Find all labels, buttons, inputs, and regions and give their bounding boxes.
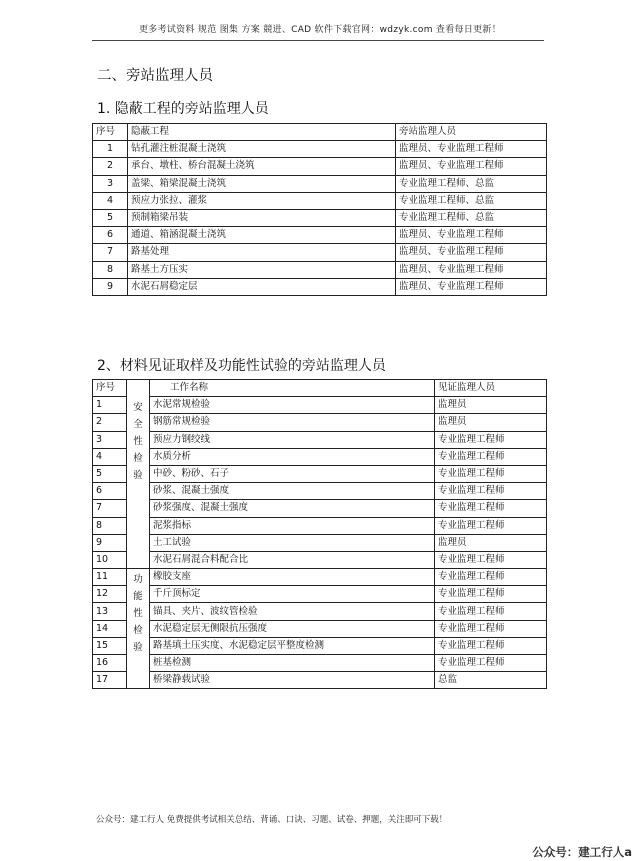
category-char: 验: [133, 469, 143, 481]
supervisor-cell: 监理员、专业监理工程师: [396, 227, 547, 244]
column-header: 序号: [93, 380, 127, 397]
row-number: 14: [93, 620, 127, 637]
category-safety-inspection: [127, 397, 150, 569]
subsection-2-title: 2、材料见证取样及功能性试验的旁站监理人员: [97, 358, 386, 374]
table-row: [93, 209, 547, 226]
supervisor-cell: 专业监理工程师、总监: [396, 175, 547, 192]
row-number: 3: [93, 431, 127, 448]
work-name: 泥浆指标: [150, 517, 435, 534]
table-row: [93, 261, 547, 278]
table-row: [93, 603, 547, 620]
row-number: 2: [93, 414, 127, 431]
row-number: 4: [93, 192, 128, 209]
work-name: 桩基检测: [150, 655, 435, 672]
table-row: [93, 141, 547, 158]
row-number: 9: [93, 534, 127, 551]
column-header: 序号: [93, 124, 128, 141]
witness-supervisor: 专业监理工程师: [435, 551, 547, 568]
category-char: 功: [133, 574, 143, 586]
witness-supervisor: 监理员: [435, 414, 547, 431]
work-name: 千斤顶标定: [150, 586, 435, 603]
column-header: [127, 380, 150, 397]
witness-supervisor: 专业监理工程师: [435, 500, 547, 517]
category-char: 检: [133, 625, 143, 637]
table-header-row: [93, 124, 547, 141]
work-name: 土工试验: [150, 534, 435, 551]
category-char: 验: [133, 642, 143, 654]
category-char: 检: [133, 452, 143, 464]
supervisor-cell: 监理员、专业监理工程师: [396, 244, 547, 261]
row-number: 6: [93, 483, 127, 500]
table-row: [93, 483, 547, 500]
supervisor-cell: 专业监理工程师、总监: [396, 192, 547, 209]
table-row: [93, 448, 547, 465]
table-row: [93, 500, 547, 517]
witness-supervisor: 专业监理工程师: [435, 603, 547, 620]
witness-supervisor: 监理员: [435, 534, 547, 551]
watermark: 公众号：建工行人a: [532, 845, 632, 859]
page-header: 更多考试资料 规范 图集 方案 競进、CAD 软件下载官网：wdzyk.com 查看每日更新！: [138, 25, 502, 35]
witness-supervisor: 专业监理工程师: [435, 637, 547, 654]
table-row: [93, 655, 547, 672]
witness-supervisor: 专业监理工程师: [435, 517, 547, 534]
work-item: 预应力张拉、灌浆: [128, 192, 396, 209]
work-name: 路基填土压实度、水泥稳定层平整度检测: [150, 637, 435, 654]
table-row: [93, 569, 547, 586]
supervisor-cell: 监理员、专业监理工程师: [396, 158, 547, 175]
row-number: 10: [93, 551, 127, 568]
row-number: 15: [93, 637, 127, 654]
table-row: [93, 431, 547, 448]
table-row: [93, 551, 547, 568]
work-name: 钢筋常规检验: [150, 414, 435, 431]
table-row: [93, 244, 547, 261]
witness-supervisor: 监理员: [435, 397, 547, 414]
table-row: [93, 517, 547, 534]
row-number: 6: [93, 227, 128, 244]
work-name: 锚具、夹片、波纹管检验: [150, 603, 435, 620]
row-number: 8: [93, 517, 127, 534]
work-item: 路基土方压实: [128, 261, 396, 278]
table-row: [93, 586, 547, 603]
work-name: 砂浆、混凝土强度: [150, 483, 435, 500]
row-number: 5: [93, 209, 128, 226]
category-char: 能: [133, 591, 143, 603]
table-row: [93, 175, 547, 192]
table-row: [93, 534, 547, 551]
witness-supervisor: 专业监理工程师: [435, 431, 547, 448]
row-number: 8: [93, 261, 128, 278]
witness-supervisor: 专业监理工程师: [435, 586, 547, 603]
row-number: 17: [93, 672, 127, 689]
work-item: 水泥石屑稳定层: [128, 278, 396, 295]
table-row: [93, 620, 547, 637]
row-number: 12: [93, 586, 127, 603]
header-divider: [92, 40, 544, 41]
supervisor-cell: 监理员、专业监理工程师: [396, 261, 547, 278]
row-number: 1: [93, 141, 128, 158]
table-row: [93, 637, 547, 654]
table-row: [93, 278, 547, 295]
witness-supervisor: 专业监理工程师: [435, 569, 547, 586]
category-char: 安: [133, 401, 143, 413]
witness-supervisor: 专业监理工程师: [435, 465, 547, 482]
supervisor-cell: 监理员、专业监理工程师: [396, 141, 547, 158]
work-name: 预应力钢绞线: [150, 431, 435, 448]
work-name: 水泥常规检验: [150, 397, 435, 414]
table-row: [93, 158, 547, 175]
table-row: [93, 192, 547, 209]
category-function-inspection: [127, 569, 150, 689]
section-title: 二、旁站监理人员: [97, 68, 213, 84]
work-name: 水泥石屑混合料配合比: [150, 551, 435, 568]
supervisor-cell: 监理员、专业监理工程师: [396, 278, 547, 295]
work-name: 水泥稳定层无侧限抗压强度: [150, 620, 435, 637]
work-name: 中砂、粉砂、石子: [150, 465, 435, 482]
table-row: [93, 227, 547, 244]
table-header-row: [93, 380, 547, 397]
row-number: 2: [93, 158, 128, 175]
work-name: 橡胶支座: [150, 569, 435, 586]
row-number: 11: [93, 569, 127, 586]
work-item: 盖梁、箱梁混凝土浇筑: [128, 175, 396, 192]
work-item: 钻孔灌注桩混凝土浇筑: [128, 141, 396, 158]
table-row: [93, 414, 547, 431]
table-row: [93, 465, 547, 482]
column-header: 旁站监理人员: [396, 124, 547, 141]
work-name: 水质分析: [150, 448, 435, 465]
category-char: 性: [133, 608, 143, 620]
subsection-1-title: 1. 隐蔽工程的旁站监理人员: [97, 101, 269, 117]
row-number: 3: [93, 175, 128, 192]
witness-supervisor: 专业监理工程师: [435, 483, 547, 500]
witness-supervisor: 总监: [435, 672, 547, 689]
supervisor-cell: 专业监理工程师、总监: [396, 209, 547, 226]
work-name: 桥梁静载试验: [150, 672, 435, 689]
witness-supervisor: 专业监理工程师: [435, 620, 547, 637]
work-name: 砂浆强度、混凝土强度: [150, 500, 435, 517]
table-row: [93, 672, 547, 689]
row-number: 4: [93, 448, 127, 465]
column-header: 见证监理人员: [435, 380, 547, 397]
row-number: 7: [93, 244, 128, 261]
row-number: 1: [93, 397, 127, 414]
category-char: 全: [133, 418, 143, 430]
row-number: 9: [93, 278, 128, 295]
work-item: 通道、箱涵混凝土浇筑: [128, 227, 396, 244]
hidden-works-table: [92, 123, 547, 296]
witness-supervisor: 专业监理工程师: [435, 448, 547, 465]
work-item: 承台、墩柱、桥台混凝土浇筑: [128, 158, 396, 175]
row-number: 16: [93, 655, 127, 672]
row-number: 5: [93, 465, 127, 482]
work-item: 预制箱梁吊装: [128, 209, 396, 226]
witness-supervisor: 专业监理工程师: [435, 655, 547, 672]
category-char: 性: [133, 435, 143, 447]
row-number: 7: [93, 500, 127, 517]
column-header: 隐蔽工程: [128, 124, 396, 141]
work-item: 路基处理: [128, 244, 396, 261]
page-footer: 公众号：建工行人 免费提供考试相关总结、背诵、口诀、习题、试卷、押题，关注即可下载！: [96, 815, 448, 825]
table-row: [93, 397, 547, 414]
witness-sampling-table: [92, 379, 547, 689]
row-number: 13: [93, 603, 127, 620]
column-header: 工作名称: [150, 380, 435, 397]
